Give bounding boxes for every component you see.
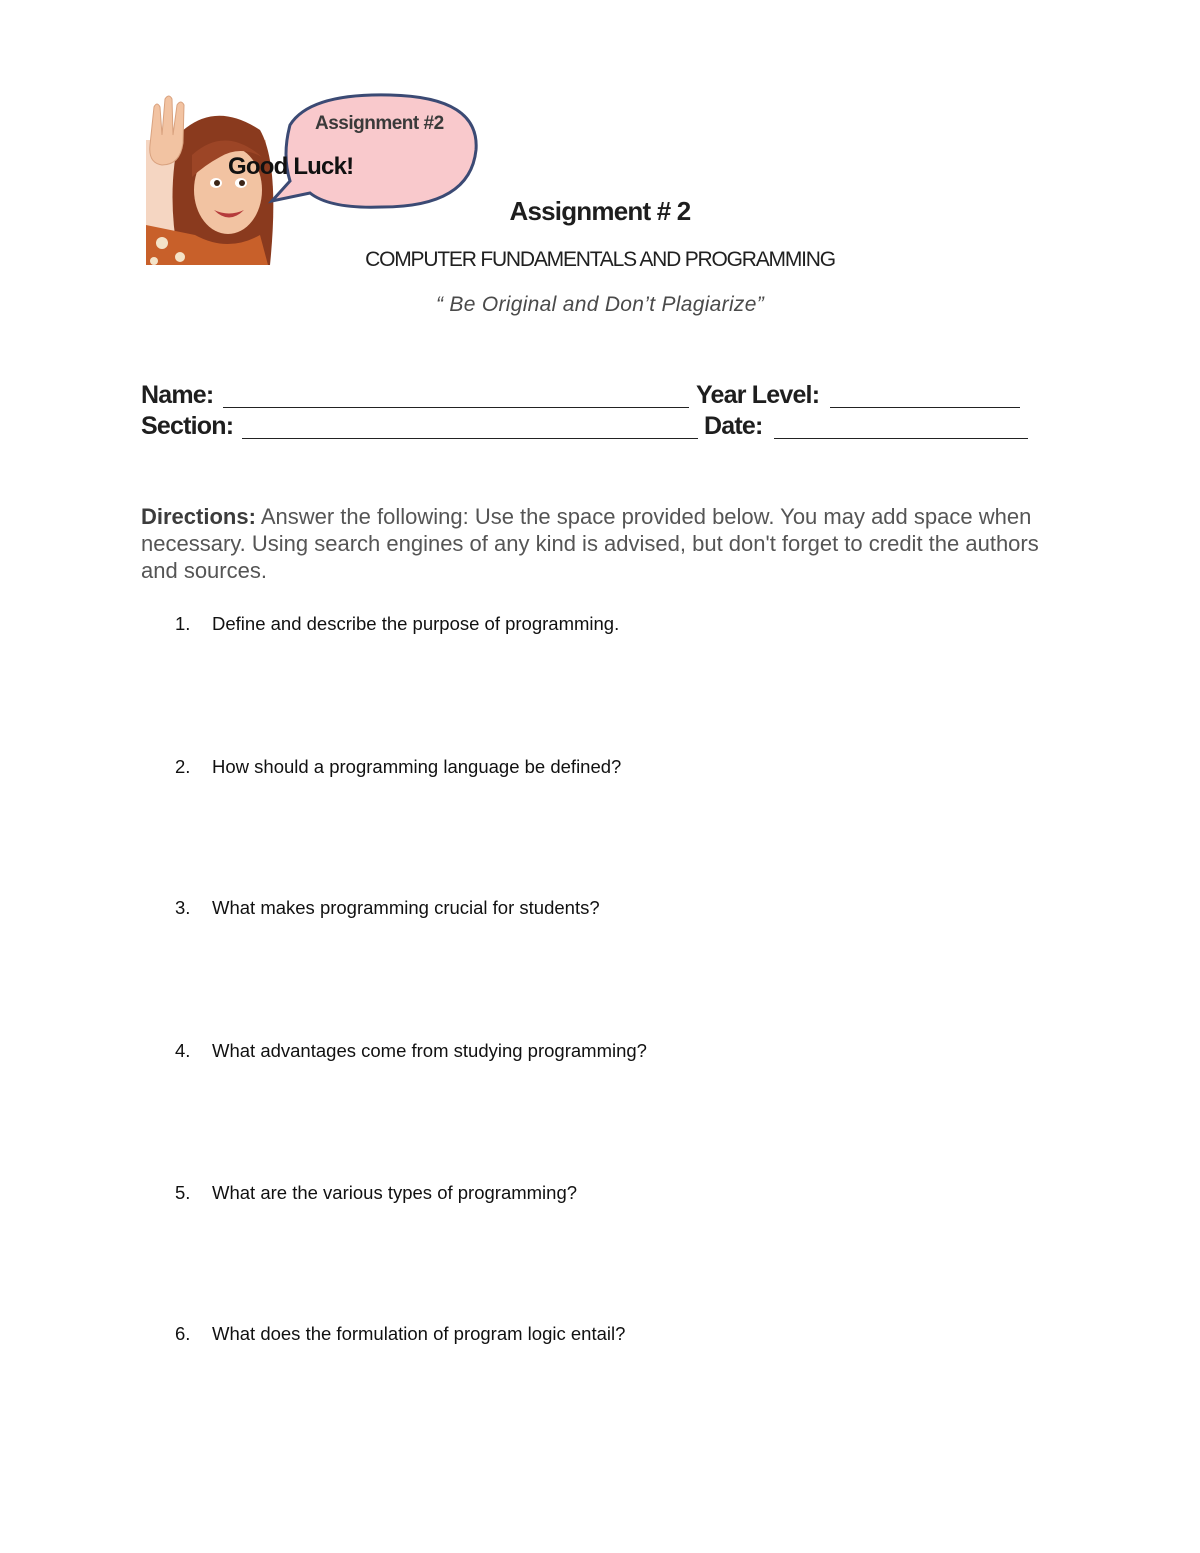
question-number: 5.: [175, 1182, 191, 1203]
question-number: 2.: [175, 756, 191, 777]
question-text: What advantages come from studying programming?: [212, 1040, 647, 1061]
question-number: 6.: [175, 1323, 191, 1344]
section-field-line[interactable]: [242, 438, 698, 439]
name-field-line[interactable]: [223, 407, 689, 408]
bubble-good-luck-text: Good Luck!: [228, 153, 354, 180]
question-text: How should a programming language be defined?: [212, 756, 622, 777]
question-item: [175, 1323, 625, 1345]
date-field-line[interactable]: [774, 438, 1028, 439]
directions-label: Directions:: [141, 504, 256, 529]
question-text: What makes programming crucial for students?: [212, 897, 600, 918]
question-item: [175, 613, 619, 635]
date-label: Date:: [704, 412, 763, 440]
directions-text: Answer the following: Use the space provided below. You may add space when necessary. Using search engines of any kind is advised, but don't forget to credit the authors and sources.: [141, 504, 1039, 583]
name-label: Name:: [141, 381, 214, 409]
section-label: Section:: [141, 412, 234, 440]
question-number: 1.: [175, 613, 191, 634]
question-text: What does the formulation of program logic entail?: [212, 1323, 626, 1344]
question-number: 4.: [175, 1040, 191, 1061]
course-subtitle: COMPUTER FUNDAMENTALS AND PROGRAMMING: [365, 248, 835, 271]
directions-paragraph: [141, 503, 1061, 584]
question-number: 3.: [175, 897, 191, 918]
question-text: Define and describe the purpose of programming.: [212, 613, 620, 634]
year-level-label: Year Level:: [696, 381, 820, 409]
motto-text: “ Be Original and Don’t Plagiarize”: [436, 293, 764, 316]
question-item: [175, 1182, 577, 1204]
assignment-title: Assignment # 2: [509, 196, 691, 226]
question-text: What are the various types of programming?: [212, 1182, 578, 1203]
bubble-assignment-label: Assignment #2: [315, 113, 444, 134]
question-item: [175, 1040, 647, 1062]
question-item: [175, 756, 621, 778]
question-item: [175, 897, 600, 919]
year-level-field-line[interactable]: [830, 407, 1020, 408]
